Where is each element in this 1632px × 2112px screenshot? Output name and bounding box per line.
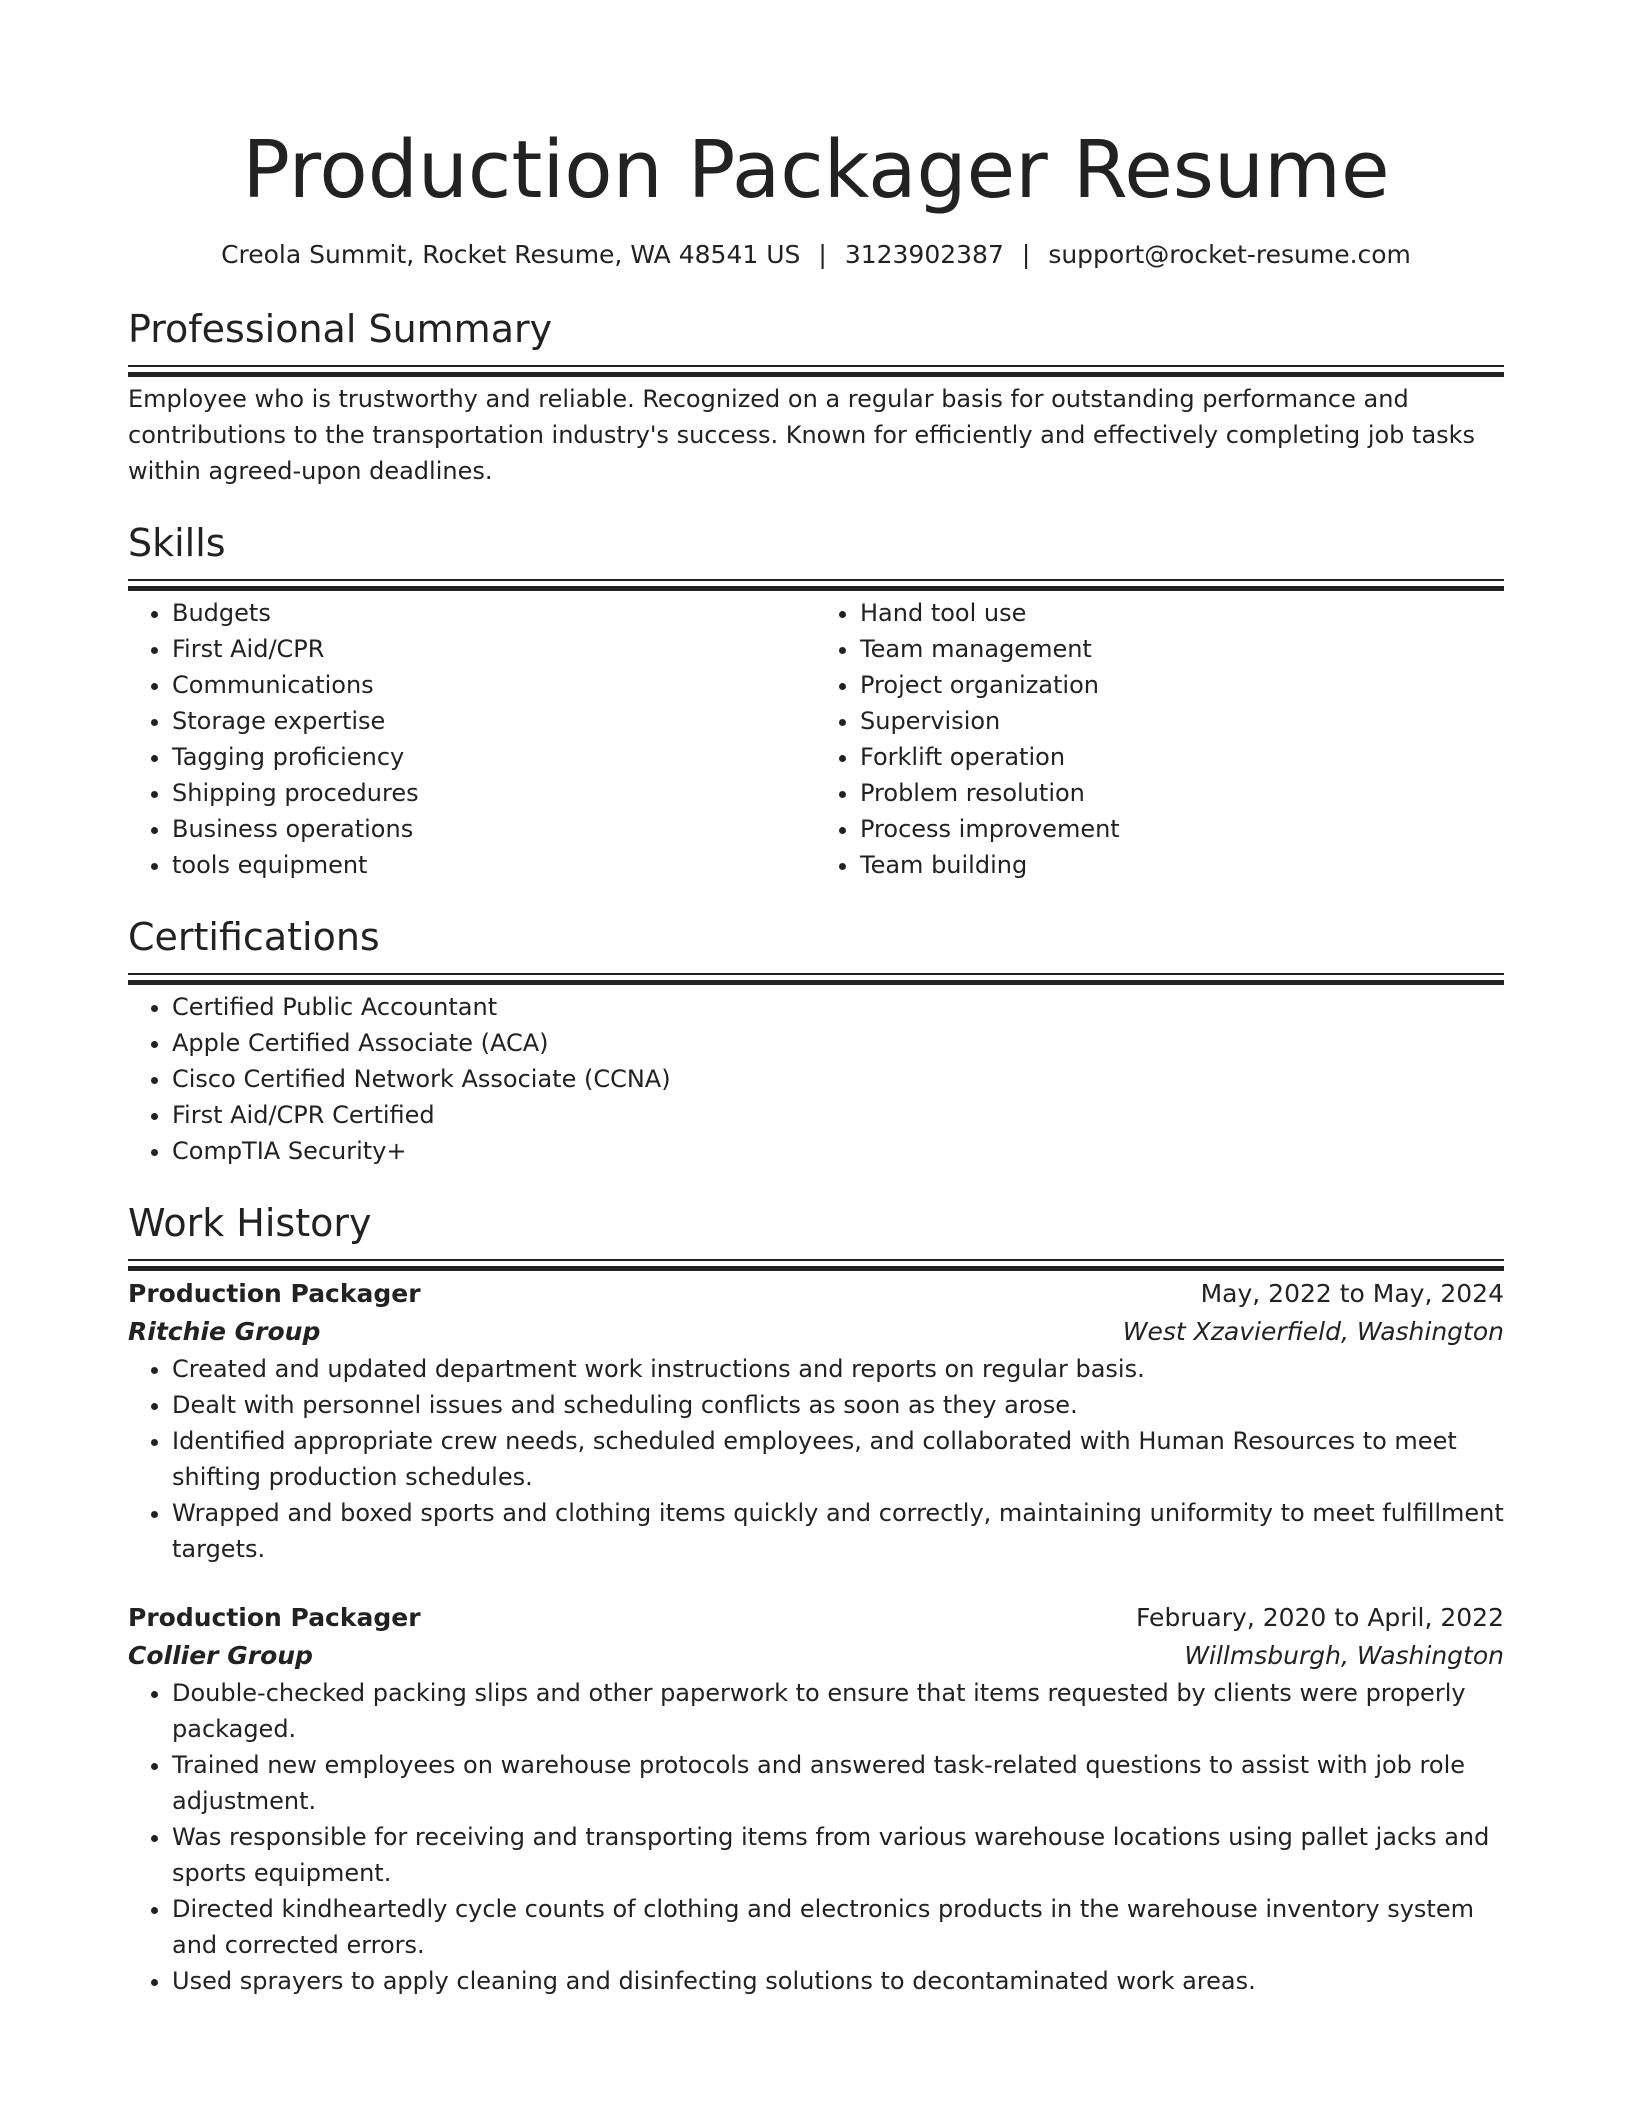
job-location: Willmsburgh, Washington xyxy=(1184,1641,1504,1670)
skill-item: • Team building xyxy=(860,847,1504,883)
skill-item: • Hand tool use xyxy=(860,595,1504,631)
skill-item: • Tagging proficiency xyxy=(172,739,816,775)
job-entry xyxy=(128,1275,1504,1567)
certification-item: • First Aid/CPR Certified xyxy=(172,1097,1504,1133)
skills-columns xyxy=(128,595,1504,883)
skill-item: • Team management xyxy=(860,631,1504,667)
skill-item: • Problem resolution xyxy=(860,775,1504,811)
skills-list-left xyxy=(128,595,816,883)
job-title: Production Packager xyxy=(128,1279,421,1308)
certifications-heading: Certifications xyxy=(128,915,380,959)
job-company: Ritchie Group xyxy=(128,1317,321,1346)
certification-item: • Apple Certified Associate (ACA) xyxy=(172,1025,1504,1061)
page-title: Production Packager Resume xyxy=(242,124,1390,216)
job-bullet: • Dealt with personnel issues and scheduling conflicts as soon as they arose. xyxy=(172,1387,1504,1423)
job-title: Production Packager xyxy=(128,1603,421,1632)
job-location: West Xzavierfield, Washington xyxy=(1122,1317,1504,1346)
job-bullet: • Used sprayers to apply cleaning and disinfecting solutions to decontaminated work areas. xyxy=(172,1963,1504,1999)
skills-list-right xyxy=(816,595,1504,883)
job-bullet: • Identified appropriate crew needs, scheduled employees, and collaborated with Human Resources to meet shifting production schedules. xyxy=(172,1423,1504,1495)
work-history-heading: Work History xyxy=(128,1201,372,1245)
section-divider xyxy=(128,1259,1504,1261)
job-bullet: • Was responsible for receiving and transporting items from various warehouse locations using pallet jacks and sports equipment. xyxy=(172,1819,1504,1891)
job-bullet: • Trained new employees on warehouse protocols and answered task-related questions to assist with job role adjustment. xyxy=(172,1747,1504,1819)
contact-separator: | xyxy=(1021,240,1031,269)
job-dates: May, 2022 to May, 2024 xyxy=(1200,1279,1504,1308)
section-divider xyxy=(128,365,1504,367)
contact-email: support@rocket-resume.com xyxy=(1048,240,1411,269)
certification-item: • Certified Public Accountant xyxy=(172,989,1504,1025)
job-bullet: • Wrapped and boxed sports and clothing items quickly and correctly, maintaining uniformity to meet fulfillment targets. xyxy=(172,1495,1504,1567)
section-divider xyxy=(128,973,1504,975)
certification-item: • CompTIA Security+ xyxy=(172,1133,1504,1169)
skills-section xyxy=(128,519,1504,883)
skill-item: • Business operations xyxy=(172,811,816,847)
job-dates: February, 2020 to April, 2022 xyxy=(1136,1603,1504,1632)
contact-line xyxy=(128,238,1504,272)
skill-item: • Supervision xyxy=(860,703,1504,739)
job-bullet: • Created and updated department work instructions and reports on regular basis. xyxy=(172,1351,1504,1387)
job-bullet: • Double-checked packing slips and other paperwork to ensure that items requested by clients were properly packaged. xyxy=(172,1675,1504,1747)
summary-section xyxy=(128,305,1504,489)
work-history-section xyxy=(128,1199,1504,1999)
skills-heading: Skills xyxy=(128,521,226,565)
job-entry xyxy=(128,1599,1504,1999)
skill-item: • Budgets xyxy=(172,595,816,631)
skill-item: • Forklift operation xyxy=(860,739,1504,775)
skill-item: • Shipping procedures xyxy=(172,775,816,811)
contact-phone: 3123902387 xyxy=(844,240,1004,269)
job-bullet: • Directed kindheartedly cycle counts of clothing and electronics products in the warehouse inventory system and corrected errors. xyxy=(172,1891,1504,1963)
job-bullets xyxy=(128,1675,1504,1999)
certifications-section xyxy=(128,913,1504,1169)
summary-text: Employee who is trustworthy and reliable. Recognized on a regular basis for outstanding performance and contributions to the transportation industry's success. Known for efficiently and effectively completing job tasks within agreed-upon deadlines. xyxy=(128,385,1476,485)
skill-item: • tools equipment xyxy=(172,847,816,883)
job-company: Collier Group xyxy=(128,1641,313,1670)
certification-item: • Cisco Certified Network Associate (CCNA) xyxy=(172,1061,1504,1097)
section-divider xyxy=(128,579,1504,581)
skill-item: • Project organization xyxy=(860,667,1504,703)
summary-heading: Professional Summary xyxy=(128,307,553,351)
contact-address: Creola Summit, Rocket Resume, WA 48541 US xyxy=(221,240,801,269)
skill-item: • First Aid/CPR xyxy=(172,631,816,667)
contact-separator: | xyxy=(818,240,827,269)
job-bullets xyxy=(128,1351,1504,1567)
skill-item: • Process improvement xyxy=(860,811,1504,847)
skill-item: • Communications xyxy=(172,667,816,703)
skill-item: • Storage expertise xyxy=(172,703,816,739)
certifications-list xyxy=(128,989,1504,1169)
